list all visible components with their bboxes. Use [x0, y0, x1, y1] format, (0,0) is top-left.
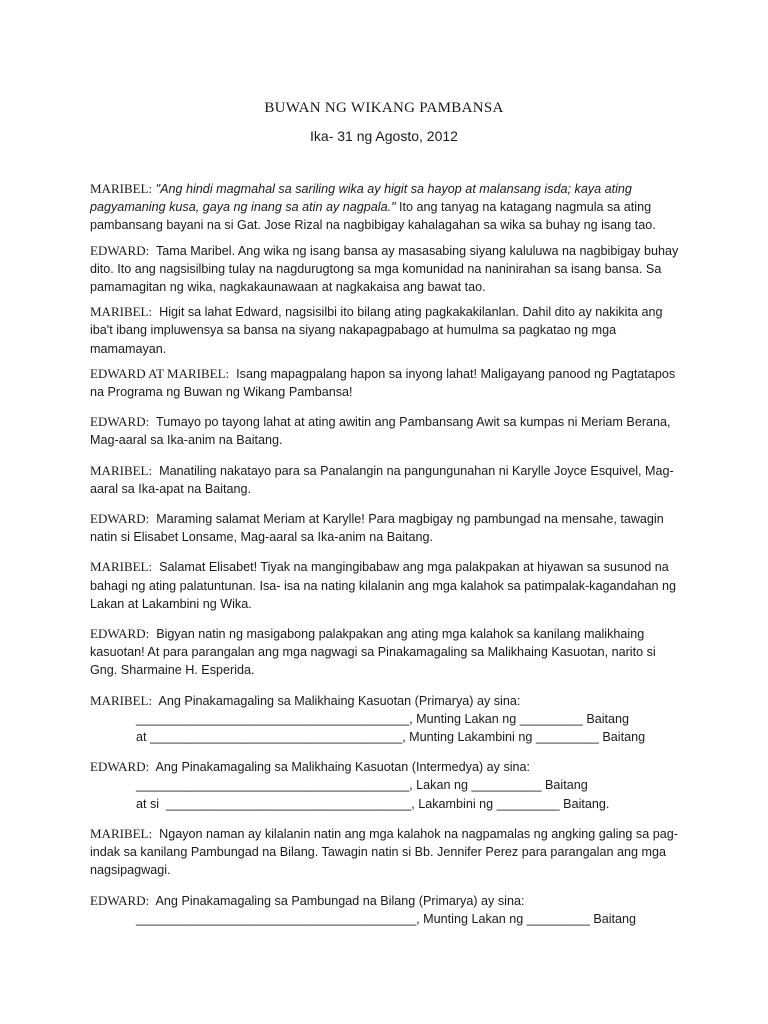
speaker-label: EDWARD: — [90, 511, 150, 527]
rizal-quote: "Ang hindi magmahal sa sariling wika ay higit sa hayop at malansang isda; kaya ating pagyamaning kusa, gaya ng inang sa atin ay nagpala." — [90, 182, 632, 215]
paragraph-1 — [90, 180, 682, 235]
speaker-label: MARIBEL: — [90, 462, 153, 478]
paragraph-9 — [90, 625, 682, 680]
script-body — [90, 180, 682, 935]
speaker-label: EDWARD: — [90, 414, 150, 430]
paragraph-text: Manatiling nakatayo para sa Panalangin na pangungunahan ni Karylle Joyce Esquivel, Mag-aaral sa Ika-apat na Baitang. — [90, 463, 674, 496]
paragraph-13 — [90, 892, 682, 928]
paragraph-7 — [90, 510, 682, 546]
speaker-label: MARIBEL: — [90, 825, 153, 841]
document-date: Ika- 31 ng Agosto, 2012 — [310, 128, 458, 144]
speaker-label: EDWARD: — [90, 242, 150, 258]
document-title: BUWAN NG WIKANG PAMBANSA — [264, 100, 504, 116]
paragraph-text: Ito ang tanyag na katagang nagmula sa ating pambansang bayani na si Gat. Jose Rizal na nagbibigay kahalagahan sa wika sa buhay ng isang tao. — [90, 200, 656, 233]
speaker-label: MARIBEL: — [90, 181, 153, 196]
fill-in-line: ________________________________________, Munting Lakan ng _________ Baitang — [136, 911, 637, 926]
paragraph-text: Maraming salamat Meriam at Karylle! Para magbigay ng pambungad na mensahe, tawagin natin si Elisabet Lonsame, Mag-aaral sa Ika-anim na Baitang. — [90, 512, 664, 545]
paragraph-3 — [90, 303, 682, 358]
speaker-label: MARIBEL: — [90, 692, 153, 708]
paragraph-text: Salamat Elisabet! Tiyak na mangingibabaw ang mga palakpakan at hiyawan sa susunod na bahagi ng ating palatuntunan. Isa- isa na nating kilalanin ang mga kalahok sa patimpalak-kagandahan ng Lakan at Lakambini ng Wika. — [90, 560, 677, 611]
speaker-label: MARIBEL: — [90, 304, 153, 320]
paragraph-text: Isang mapagpalang hapon sa inyong lahat! Maligayang panood ng Pagtatapos na Programa ng Buwan ng Wikang Pambansa! — [90, 366, 676, 400]
paragraph-text: Ang Pinakamagaling sa Pambungad na Bilang (Primarya) ay sina: — [155, 893, 525, 908]
speaker-label: MARIBEL: — [90, 559, 153, 575]
speaker-label: EDWARD: — [90, 892, 150, 908]
paragraph-text: Ngayon naman ay kilalanin natin ang mga kalahok na nagpamalas ng angking galing sa pag-indak sa kanilang Pambungad na Bilang. Tawagin natin si Bb. Jennifer Perez para parangalan ang mga nagsipagwagi. — [90, 826, 678, 878]
paragraph-5 — [90, 413, 682, 449]
paragraph-6 — [90, 462, 682, 498]
paragraph-text: Tumayo po tayong lahat at ating awitin ang Pambansang Awit sa kumpas ni Meriam Berana, Mag-aaral sa Ika-anim na Baitang. — [90, 415, 671, 448]
paragraph-2 — [90, 242, 682, 297]
fill-in-line: _______________________________________, Munting Lakan ng _________ Baitang — [136, 711, 630, 726]
fill-in-line: at si ___________________________________, Lakambini ng _________ Baitang. — [136, 796, 610, 811]
paragraph-8 — [90, 558, 682, 613]
speaker-label: EDWARD: — [90, 759, 150, 775]
paragraph-11 — [90, 758, 682, 813]
fill-in-line: _______________________________________, Lakan ng __________ Baitang — [136, 778, 588, 793]
speaker-label: EDWARD AT MARIBEL: — [90, 365, 230, 381]
fill-in-line: at ____________________________________, Munting Lakambini ng _________ Baitang — [136, 730, 646, 745]
paragraph-text: Ang Pinakamagaling sa Malikhaing Kasuotan (Primarya) ay sina: — [158, 693, 521, 708]
paragraph-4 — [90, 365, 682, 401]
paragraph-12 — [90, 825, 682, 880]
paragraph-text: Bigyan natin ng masigabong palakpakan ang ating mga kalahok sa kanilang malikhaing kasuotan! At para parangalan ang mga nagwagi sa Pinakamagaling sa Malikhaing Kasuotan, narito si Gng. Sharmaine H. Esperida. — [90, 627, 656, 678]
speaker-label: EDWARD: — [90, 626, 150, 642]
paragraph-text: Ang Pinakamagaling sa Malikhaing Kasuotan (Intermedya) ay sina: — [155, 760, 531, 775]
paragraph-10 — [90, 692, 682, 747]
paragraph-text: Higit sa lahat Edward, nagsisilbi ito bilang ating pagkakakilanlan. Dahil dito ay nakikita ang iba't ibang impluwensya sa bansa na siyang nakapagpabago at humulma sa pagkatao ng mga mamamayan. — [90, 305, 663, 356]
paragraph-text: Tama Maribel. Ang wika ng isang bansa ay masasabing siyang kaluluwa na nagbibigay buhay dito. Ito ang nagsisilbing tulay na nagdurugtong sa mga komunidad na naninirahan sa isang bansa. Sa pamamagitan ng wika, nagkakaunawaan at nagkakaisa ang bawat tao. — [90, 243, 679, 295]
